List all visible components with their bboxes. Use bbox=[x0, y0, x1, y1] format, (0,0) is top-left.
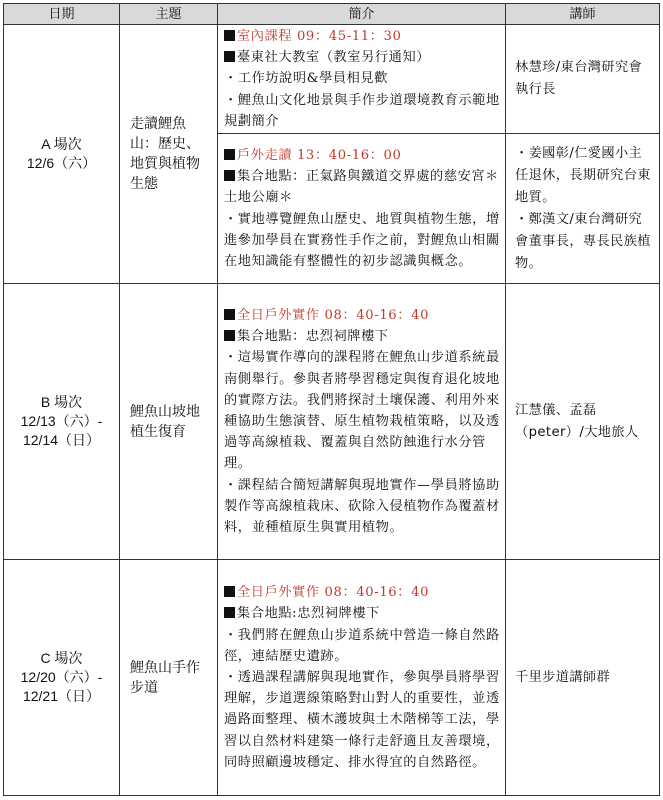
session-b-theme: 鯉魚山坡地植生復育 bbox=[120, 284, 218, 560]
session-c-row bbox=[4, 560, 660, 796]
session-a-row-1 bbox=[4, 25, 660, 134]
session-a-item-2: ・鯉魚山文化地景與手作步道環境教育示範地規劃簡介 bbox=[224, 92, 500, 129]
session-a-lecturer-2a: ・姜國彰/仁愛國小主任退休，長期研究台東地質。 bbox=[515, 145, 651, 205]
square-bullet-icon bbox=[224, 51, 235, 62]
session-b-day-1: 12/13（六）- bbox=[20, 413, 103, 430]
session-a-date bbox=[4, 25, 120, 284]
session-a-intro-1 bbox=[218, 25, 506, 134]
header-intro: 簡介 bbox=[218, 4, 506, 25]
header-row bbox=[4, 4, 660, 25]
square-bullet-icon bbox=[224, 309, 235, 320]
session-a-item-3: ・實地導覽鯉魚山歷史、地質與植物生態，增進參加學員在實務性手作之前，對鯉魚山相關在地知識能有整體性的初步認識與概念。 bbox=[224, 211, 500, 269]
session-a-item-1: ・工作坊說明&學員相見歡 bbox=[224, 71, 389, 87]
session-c-item-2: ・透過課程講解與現地實作，參與學員將學習理解，步道選線策略對山對人的重要性，並透過路面整理、橫木護坡與土木階梯等工法，學習以自然材料建築一條行走舒適且友善環境，同時照顧邊坡穩定、排水得宜的自然路徑。 bbox=[224, 669, 500, 770]
session-b-item-1: ・這場實作導向的課程將在鯉魚山步道系統最南側舉行。參與者將學習穩定與復育退化坡地的實際方法。我們將探討土壤保護、利用外來種協助生態演替、原生植物栽植策略，以及透過等高線植栽、覆蓋與自然防蝕進行水分管理。 bbox=[224, 350, 500, 472]
header-theme: 主題 bbox=[120, 4, 218, 25]
session-a-theme: 走讀鯉魚山：歷史、地質與植物生態 bbox=[120, 25, 218, 284]
session-c-intro bbox=[218, 560, 506, 796]
session-a-lecturer-2 bbox=[506, 134, 660, 284]
session-b-time: 全日戶外實作 08：40-16：40 bbox=[237, 307, 430, 323]
session-a-time-1: 室內課程 09：45-11：30 bbox=[237, 29, 402, 44]
square-bullet-icon bbox=[224, 586, 235, 597]
header-date: 日期 bbox=[4, 4, 120, 25]
square-bullet-icon bbox=[224, 30, 235, 41]
session-c-time: 全日戶外實作 08：40-16：40 bbox=[237, 585, 430, 601]
session-c-lecturer: 千里步道講師群 bbox=[506, 560, 660, 796]
session-b-lecturer: 江慧儀、孟磊（peter）/大地旅人 bbox=[506, 284, 660, 560]
schedule-table bbox=[3, 3, 660, 796]
session-a-location-1: 臺東社大教室（教室另行通知） bbox=[237, 50, 431, 66]
session-c-item-1: ・我們將在鯉魚山步道系統中營造一條自然路徑，連結歷史遺跡。 bbox=[224, 627, 500, 664]
session-c-day-2: 12/21（日） bbox=[22, 688, 101, 705]
session-b-location: 集合地點：忠烈祠牌樓下 bbox=[237, 329, 389, 345]
session-a-lecturer-2b: ・鄭漢文/東台灣研究會董事長，專長民族植物。 bbox=[515, 211, 651, 271]
session-c-date bbox=[4, 560, 120, 796]
session-b-day-2: 12/14（日） bbox=[22, 432, 101, 449]
session-a-location-2: 集合地點：正氣路與鐵道交界處的慈安宮＊土地公廟＊ bbox=[224, 169, 499, 206]
session-a-label: A 場次 bbox=[41, 136, 82, 152]
session-b-row bbox=[4, 284, 660, 560]
session-a-intro-2 bbox=[218, 134, 506, 284]
session-a-lecturer-1: 林慧珍/東台灣研究會執行長 bbox=[506, 25, 660, 134]
square-bullet-icon bbox=[224, 607, 235, 618]
session-c-day-1: 12/20（六）- bbox=[20, 669, 103, 686]
square-bullet-icon bbox=[224, 170, 235, 181]
session-a-day: 12/6（六） bbox=[26, 155, 97, 171]
header-lecturer: 講師 bbox=[506, 4, 660, 25]
session-b-intro bbox=[218, 284, 506, 560]
session-b-label: B 場次 bbox=[40, 394, 83, 411]
session-a-time-2: 戶外走讀 13：40-16：00 bbox=[237, 147, 402, 163]
square-bullet-icon bbox=[224, 149, 235, 160]
session-c-label: C 場次 bbox=[40, 650, 83, 667]
square-bullet-icon bbox=[224, 330, 235, 341]
session-b-item-2: ・課程結合簡短講解與現地實作—學員將協助製作等高線植栽床、砍除入侵植物作為覆蓋材料，並種植原生與實用植物。 bbox=[224, 477, 500, 535]
session-c-theme: 鯉魚山手作步道 bbox=[120, 560, 218, 796]
session-c-location: 集合地點:忠烈祠牌樓下 bbox=[237, 606, 380, 622]
session-b-date bbox=[4, 284, 120, 560]
